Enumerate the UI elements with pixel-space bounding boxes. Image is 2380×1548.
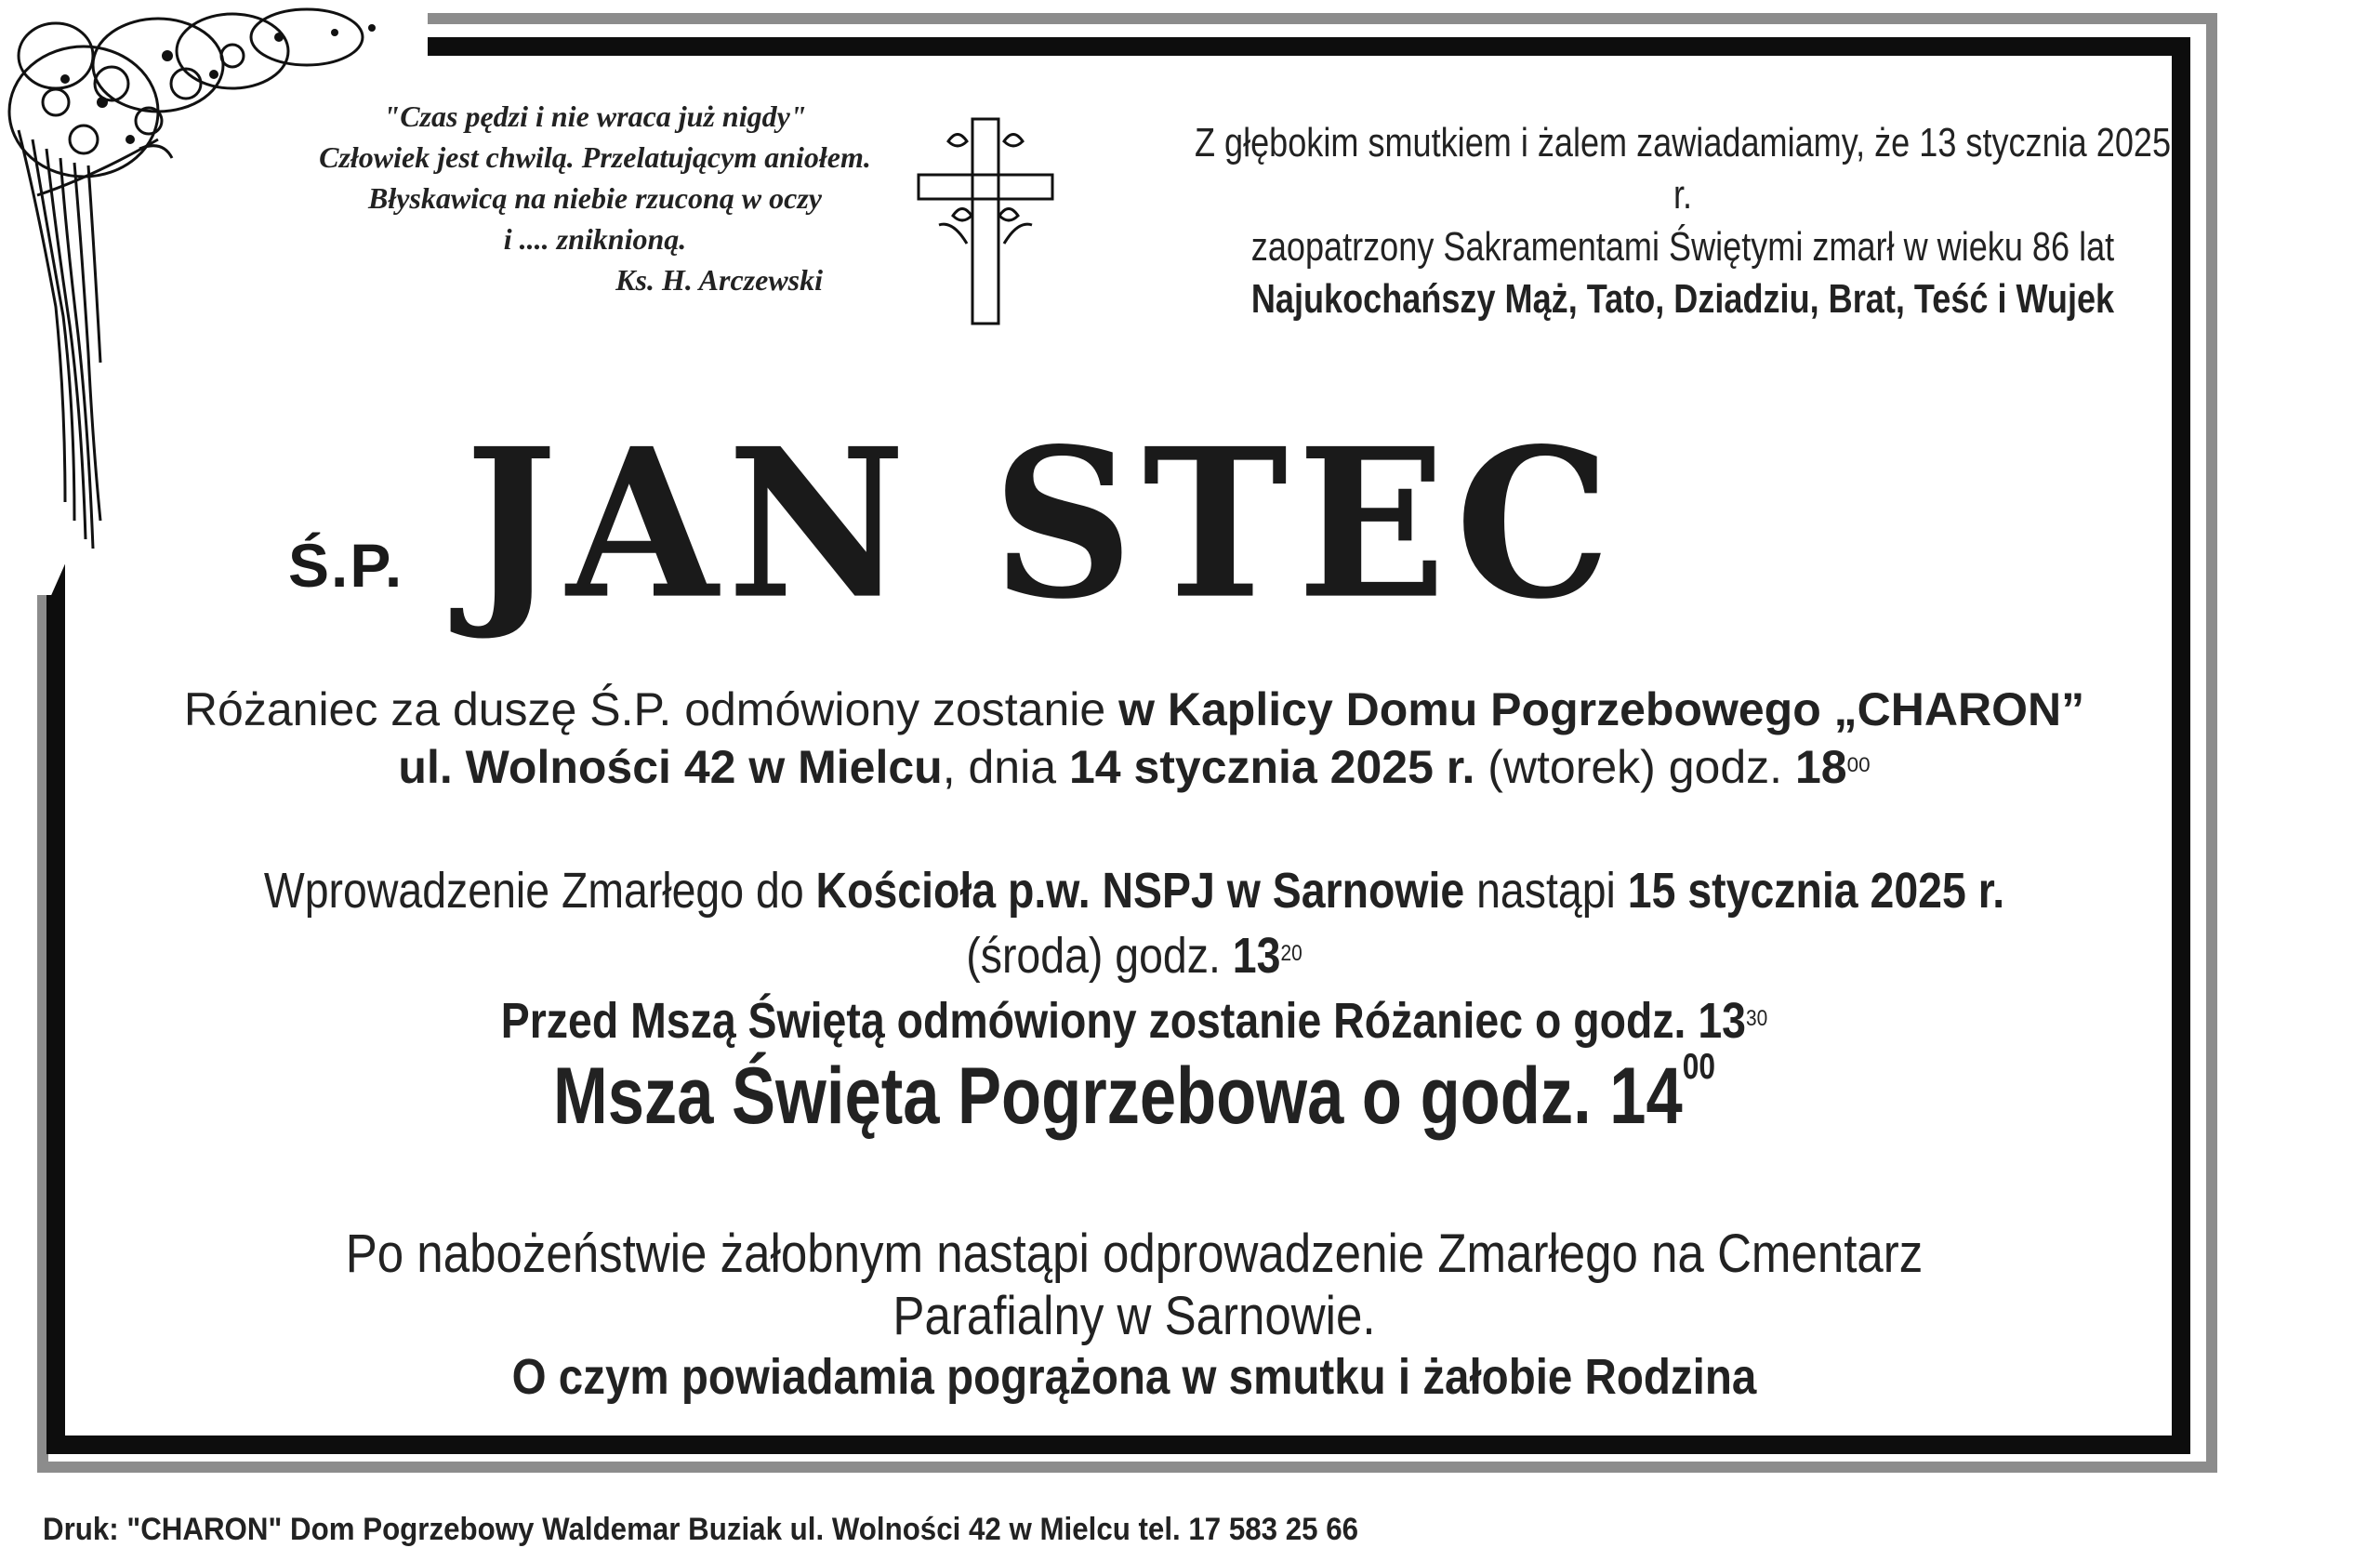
cross-with-lilies-icon: [911, 113, 1060, 329]
chapel-name: w Kaplicy Domu Pogrzebowego „CHARON”: [1118, 683, 2085, 735]
rosary-date: 14 stycznia 2025 r.: [1068, 741, 1475, 793]
text-run: Różaniec za duszę Ś.P. odmówiony zostanie: [183, 683, 1119, 735]
deceased-name-block: [279, 403, 1859, 645]
rosary-paragraph: [112, 681, 2157, 796]
quote-line: "Czas pędzi i nie wraca już nigdy": [383, 99, 807, 133]
quote-line: i .... zniknioną.: [503, 222, 687, 256]
quote-line: Błyskawicą na niebie rzuconą w oczy: [367, 181, 822, 215]
procession-line: Po nabożeństwie żałobnym nastąpi odprowadzenie Zmarłego na Cmentarz Parafialny w Sarnowie.: [345, 1224, 1924, 1346]
text-run: , dnia: [942, 741, 1069, 793]
quote-line: Człowiek jest chwilą. Przelatującym aniołem.: [319, 140, 871, 174]
chapel-address: ul. Wolności 42 w Mielcu: [398, 741, 943, 793]
text-run: (wtorek) godz.: [1474, 741, 1795, 793]
closing-line: O czym powiadamia pogrążona w smutku i żałobie Rodzina: [511, 1349, 1757, 1405]
church-entry-paragraph: [255, 858, 2014, 1053]
text-run: Wprowadzenie Zmarłego do: [263, 863, 816, 919]
intro-line: Z głębokim smutkiem i żalem zawiadamiamy, że 13 stycznia 2025 r.: [1194, 120, 2172, 218]
deceased-name: JAN STEC: [465, 403, 1620, 645]
deceased-prefix: Ś.P.: [288, 531, 404, 600]
printer-footer: Druk: "CHARON" Dom Pogrzebowy Waldemar Buziak ul. Wolności 42 w Mielcu tel. 17 583 25 66: [43, 1512, 1359, 1547]
text-run: (środa) godz.: [966, 928, 1233, 984]
entry-minutes: 20: [1280, 940, 1302, 966]
pre-mass-rosary: Przed Mszą Świętą odmówiony zostanie Różaniec o godz. 13: [500, 993, 1747, 1049]
church-name: Kościoła p.w. NSPJ w Sarnowie: [815, 863, 1465, 919]
mass-minutes: 00: [1682, 1047, 1716, 1088]
entry-hour: 13: [1232, 928, 1281, 984]
intro-line: zaopatrzony Sakramentami Świętymi zmarł w wieku 86 lat: [1250, 224, 2115, 270]
rosary-minutes: 00: [1846, 752, 1871, 776]
announcement-intro: [1187, 117, 2178, 325]
rosary-hour: 18: [1794, 741, 1847, 793]
text-run: nastąpi: [1464, 863, 1628, 919]
pre-mass-minutes: 30: [1746, 1005, 1768, 1031]
entry-date: 15 stycznia 2025 r.: [1627, 863, 2005, 919]
mass-text: Msza Święta Pogrzebowa o godz. 14: [552, 1052, 1683, 1141]
quote-author: Ks. H. Arczewski: [615, 263, 823, 297]
memorial-quote: [279, 96, 911, 300]
family-relations-line: Najukochańszy Mąż, Tato, Dziadziu, Brat, Teść i Wujek: [1250, 276, 2115, 322]
funeral-mass-line: [296, 1047, 1973, 1143]
